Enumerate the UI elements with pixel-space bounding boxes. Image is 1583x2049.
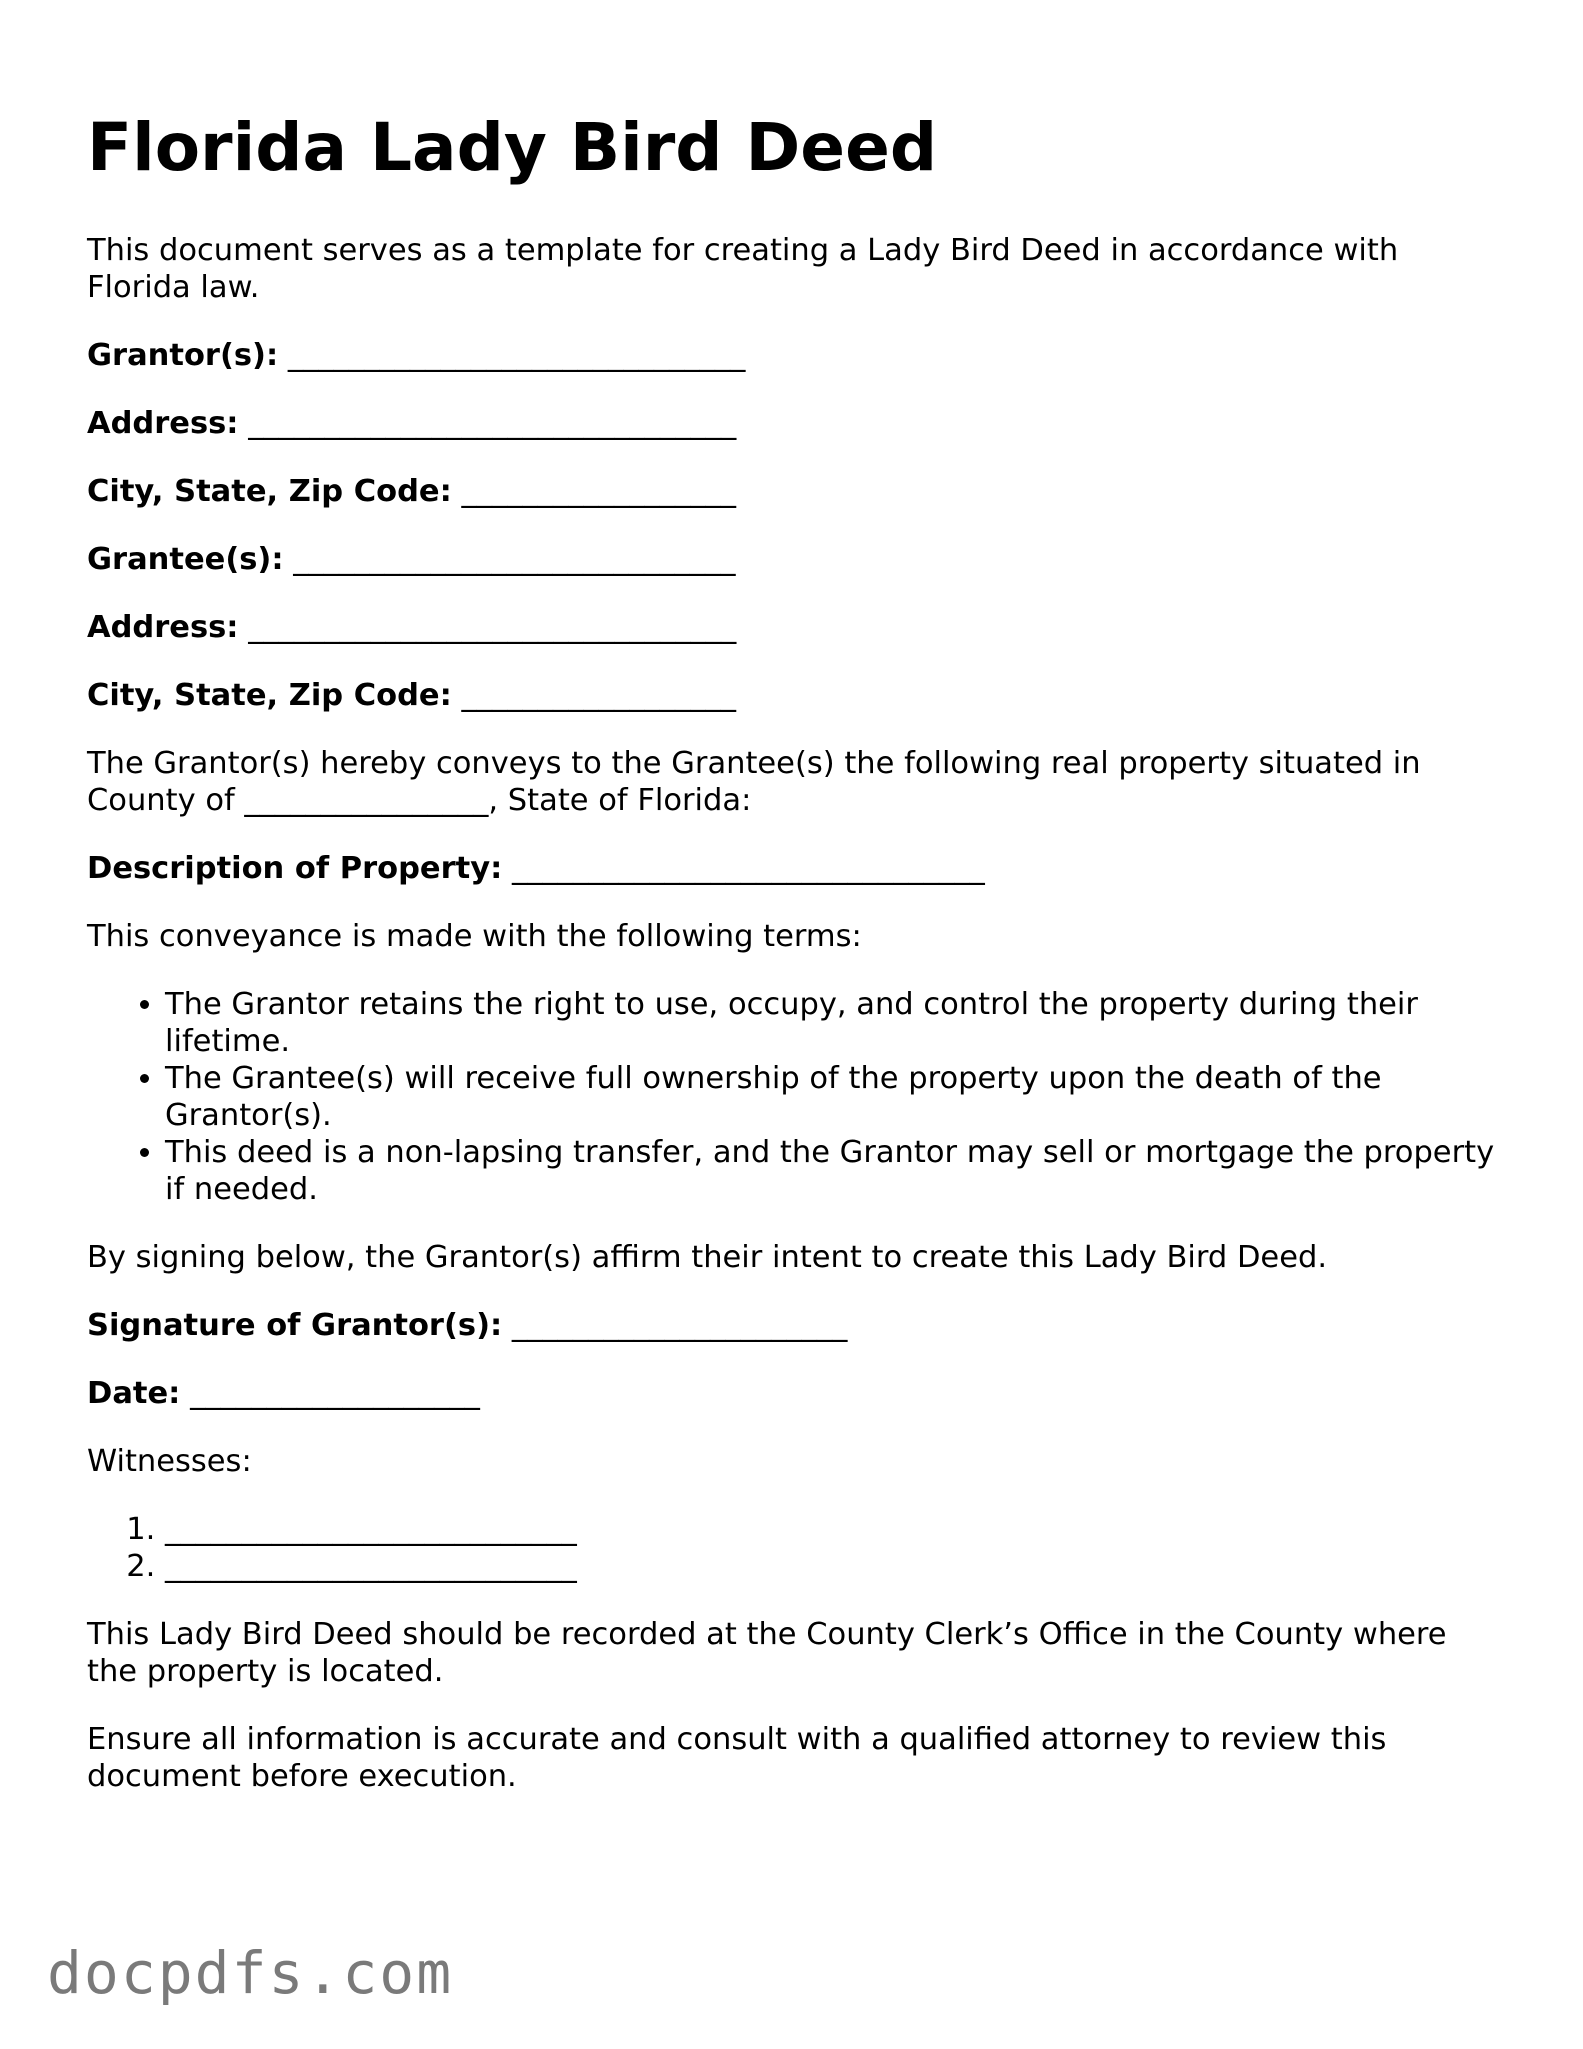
terms-list-item: • The Grantor retains the right to use, occupy, and control the property during their lifetime. [165,986,1497,1060]
grantee-address-field [87,609,1497,646]
grantor-address-field [87,405,1497,442]
grantor-name-blank: ______________________________ [287,338,746,373]
terms-intro: This conveyance is made with the following terms: [87,919,862,954]
grantor-name-field [87,337,1497,374]
date-field [87,1375,1497,1412]
property-description-label: Description of Property: [87,851,503,886]
grantee-city-blank: __________________ [461,678,737,713]
grantee-name-blank: _____________________________ [293,542,736,577]
grantee-address-label: Address: [87,610,239,645]
witness-line: 1. ___________________________ [165,1511,1497,1548]
conveyance-paragraph: The Grantor(s) hereby conveys to the Grantee(s) the following real property situated in County of ________________, State of Florida: [87,746,1421,818]
terms-list-item: • This deed is a non-lapsing transfer, and the Grantor may sell or mortgage the property if needed. [165,1134,1497,1208]
signature-label: Signature of Grantor(s): [87,1308,503,1343]
grantee-city-field [87,677,1497,714]
grantee-name-label: Grantee(s): [87,542,284,577]
signature-field [87,1307,1497,1344]
document-title: Florida Lady Bird Deed [87,109,938,186]
witnesses-list [87,1511,1497,1585]
date-label: Date: [87,1376,181,1411]
grantor-address-label: Address: [87,406,239,441]
recording-note: This Lady Bird Deed should be recorded at the County Clerk’s Office in the County where the property is located. [87,1617,1447,1689]
grantor-address-blank: ________________________________ [248,406,737,441]
grantee-city-label: City, State, Zip Code: [87,678,452,713]
signature-blank: ______________________ [511,1308,848,1343]
terms-list [87,986,1497,1208]
terms-list-item: • The Grantee(s) will receive full ownership of the property upon the death of the Grantor(s). [165,1060,1497,1134]
attorney-note: Ensure all information is accurate and consult with a qualified attorney to review this document before execution. [87,1722,1387,1794]
grantee-address-blank: ________________________________ [248,610,737,645]
grantor-city-label: City, State, Zip Code: [87,474,452,509]
grantor-name-label: Grantor(s): [87,338,279,373]
grantor-city-field [87,473,1497,510]
date-blank: ___________________ [190,1376,480,1411]
intro-paragraph: This document serves as a template for creating a Lady Bird Deed in accordance with Florida law. [87,233,1399,305]
property-description-field [87,850,1497,887]
watermark: docpdfs.com [47,1939,454,2007]
grantee-name-field [87,541,1497,578]
affirm-paragraph: By signing below, the Grantor(s) affirm their intent to create this Lady Bird Deed. [87,1240,1328,1275]
witness-line: 2. ___________________________ [165,1548,1497,1585]
witnesses-label: Witnesses: [87,1444,252,1479]
document-page [87,108,1497,1826]
property-description-blank: _______________________________ [512,851,985,886]
grantor-city-blank: __________________ [461,474,737,509]
